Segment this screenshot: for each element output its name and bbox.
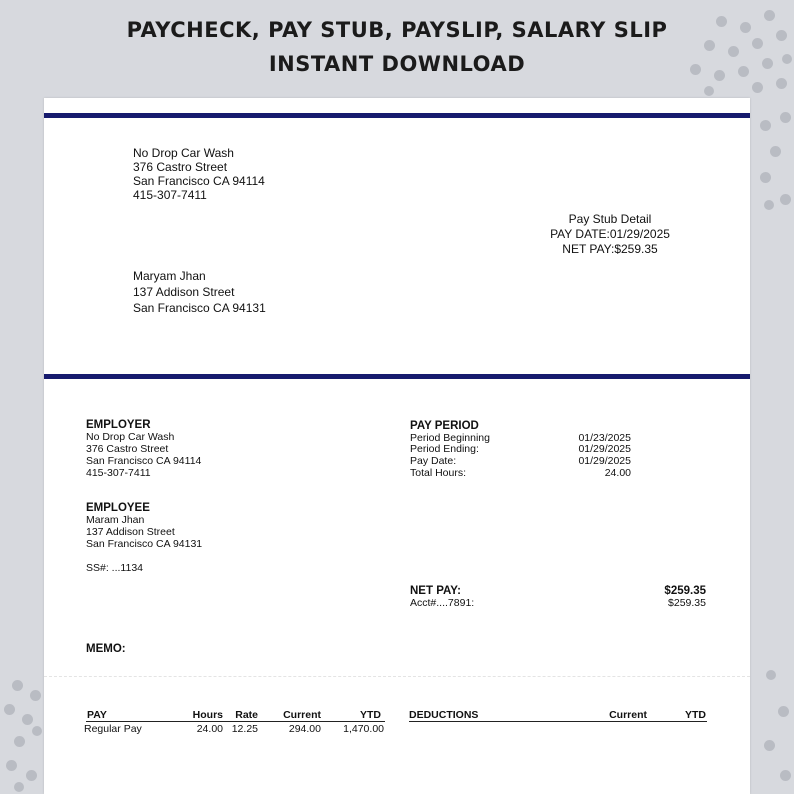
company-city: San Francisco CA 94114 xyxy=(133,174,265,188)
middle-rule xyxy=(44,374,750,379)
company-street: 376 Castro Street xyxy=(133,160,228,174)
tear-line xyxy=(44,676,750,677)
detail-title: Pay Stub Detail xyxy=(568,212,652,226)
period-ending-label: Period Ending: xyxy=(410,443,479,455)
recipient-city: San Francisco CA 94131 xyxy=(133,301,266,315)
recipient-name: Maryam Jhan xyxy=(133,269,206,283)
employee-city: San Francisco CA 94131 xyxy=(86,538,203,550)
detail-net-pay: NET PAY:$259.35 xyxy=(562,242,658,256)
deductions-current-header: Current xyxy=(609,709,647,721)
rate-header: Rate xyxy=(235,709,258,721)
employee-ssn: SS#: ...1134 xyxy=(86,562,144,574)
pay-date-label: Pay Date: xyxy=(410,455,457,467)
period-beginning-value: 01/23/2025 xyxy=(578,432,631,444)
period-beginning-label: Period Beginning xyxy=(410,432,490,444)
pay-period-heading: PAY PERIOD xyxy=(410,420,479,432)
net-pay-label: NET PAY: xyxy=(410,585,461,597)
recipient-street: 137 Addison Street xyxy=(133,285,235,299)
company-name: No Drop Car Wash xyxy=(133,146,234,160)
deductions-header: DEDUCTIONS xyxy=(409,709,479,721)
pay-date-value: 01/29/2025 xyxy=(578,455,631,467)
detail-pay-date: PAY DATE:01/29/2025 xyxy=(550,227,670,241)
employee-name: Maram Jhan xyxy=(86,514,145,526)
pay-row-current: 294.00 xyxy=(288,723,321,735)
banner-subtitle: INSTANT DOWNLOAD xyxy=(268,52,526,76)
employer-name: No Drop Car Wash xyxy=(86,431,175,443)
pay-current-header: Current xyxy=(283,709,321,721)
employer-city: San Francisco CA 94114 xyxy=(86,455,202,467)
deductions-ytd-header: YTD xyxy=(685,709,706,721)
banner-title: PAYCHECK, PAY STUB, PAYSLIP, SALARY SLIP xyxy=(126,18,668,42)
employee-street: 137 Addison Street xyxy=(86,526,175,538)
pay-row-hours: 24.00 xyxy=(196,723,223,735)
employer-phone: 415-307-7411 xyxy=(86,467,151,479)
pay-row-rate: 12.25 xyxy=(231,723,258,735)
total-hours-label: Total Hours: xyxy=(410,467,467,479)
top-rule xyxy=(44,113,750,118)
employer-street: 376 Castro Street xyxy=(86,443,169,455)
net-pay-amount: $259.35 xyxy=(664,585,706,597)
pay-row-name: Regular Pay xyxy=(84,723,142,735)
pay-stub-sheet xyxy=(44,98,750,794)
pay-header: PAY xyxy=(87,709,107,721)
employer-heading: EMPLOYER xyxy=(86,419,151,431)
pay-ytd-header: YTD xyxy=(360,709,381,721)
employee-heading: EMPLOYEE xyxy=(86,502,150,514)
account-amount: $259.35 xyxy=(668,597,706,609)
account-label: Acct#....7891: xyxy=(410,597,475,609)
deductions-header-underline xyxy=(409,721,707,722)
period-ending-value: 01/29/2025 xyxy=(578,443,631,455)
hours-header: Hours xyxy=(192,709,223,721)
total-hours-value: 24.00 xyxy=(604,467,631,479)
company-phone: 415-307-7411 xyxy=(133,188,207,202)
memo-label: MEMO: xyxy=(86,643,126,655)
pay-row-ytd: 1,470.00 xyxy=(343,723,384,735)
